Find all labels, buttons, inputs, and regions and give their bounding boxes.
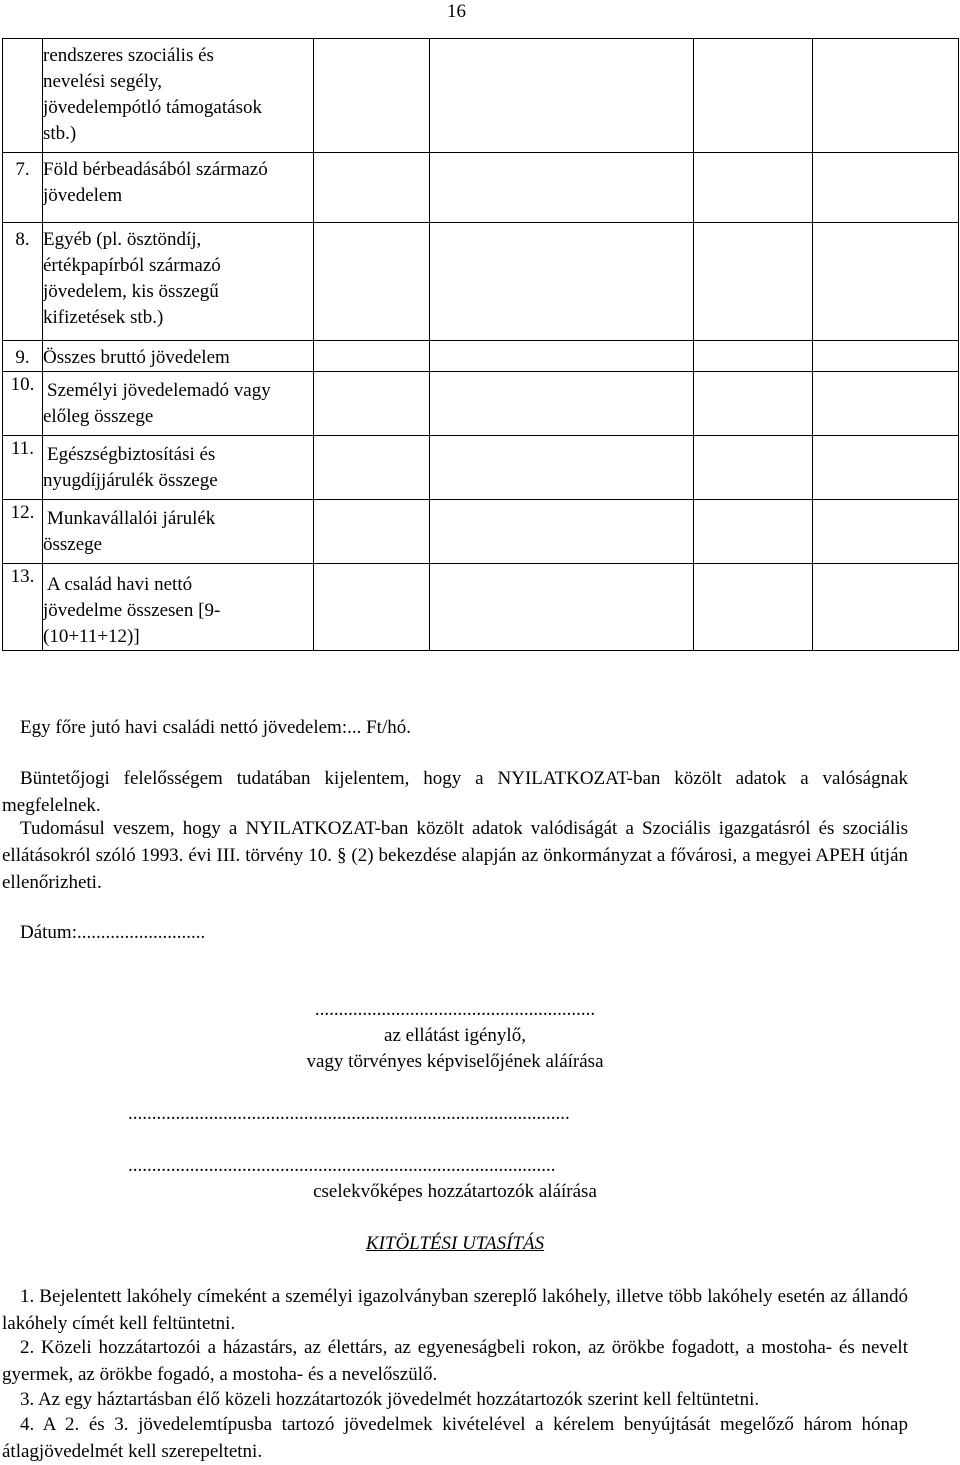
row-label	[43, 436, 314, 500]
table-row	[3, 223, 959, 341]
amount-cell[interactable]	[430, 500, 694, 564]
amount-cell[interactable]	[694, 436, 813, 500]
instruction-2	[2, 1334, 908, 1388]
relatives-signature-caption: cselekvőképes hozzátartozók aláírása	[313, 1181, 597, 1202]
declaration-paragraph-1	[2, 765, 908, 819]
row-label	[43, 39, 314, 153]
amount-cell[interactable]	[694, 223, 813, 341]
table-row	[3, 153, 959, 223]
declaration-paragraph-2	[2, 815, 908, 896]
amount-cell[interactable]	[314, 341, 430, 372]
row-label	[43, 564, 314, 651]
date-field: Dátum:...........................	[20, 922, 206, 943]
instruction-1-text: 1. Bejelentett lakóhely címeként a személyi igazolványban szereplő lakóhely, illetve több lakóhely esetén az állandó lakóhely címét kell feltüntetni.	[2, 1286, 908, 1334]
row-label-line: összege	[43, 534, 103, 555]
row-number: 8.	[3, 223, 43, 341]
table-row	[3, 39, 959, 153]
relatives-signature-line-2: ..........................................................................................	[128, 1155, 556, 1176]
declaration-2-text: Tudomásul veszem, hogy a NYILATKOZAT-ban közölt adatok valódiságát a Szociális igazgatásról és szociális ellátásokról szóló 1993. évi III. törvény 10. § (2) bekezdése alapján az önkormányzat a fővárosi, a megyei APEH útján ellenőrizheti.	[2, 818, 908, 893]
amount-cell[interactable]	[430, 564, 694, 651]
amount-cell[interactable]	[813, 372, 959, 436]
row-label-line: nyugdíjjárulék összege	[43, 470, 218, 491]
row-label	[43, 153, 314, 223]
amount-cell[interactable]	[694, 372, 813, 436]
income-table	[2, 38, 959, 651]
row-label-line: A család havi nettó	[47, 574, 193, 595]
instruction-2-text: 2. Közeli hozzátartozói a házastárs, az élettárs, az egyeneságbeli rokon, az örökbe fogadott, a mostoha- és nevelt gyermek, az örökbe fogadó, a mostoha- és a nevelőszülő.	[2, 1337, 908, 1385]
amount-cell[interactable]	[694, 564, 813, 651]
row-label	[43, 372, 314, 436]
row-number: 10.	[3, 372, 43, 436]
row-label-line: Föld bérbeadásából származó	[43, 159, 268, 180]
row-label-line: előleg összege	[43, 406, 154, 427]
instruction-1	[2, 1283, 908, 1337]
row-label-line: jövedelme összesen [9-	[43, 600, 221, 621]
row-label-line: rendszeres szociális és	[43, 45, 214, 66]
amount-cell[interactable]	[314, 223, 430, 341]
row-label-line: Egészségbiztosítási és	[47, 444, 216, 465]
amount-cell[interactable]	[430, 436, 694, 500]
row-number: 12.	[3, 500, 43, 564]
row-number	[3, 39, 43, 153]
amount-cell[interactable]	[813, 39, 959, 153]
amount-cell[interactable]	[694, 341, 813, 372]
row-label-line: értékpapírból származó	[43, 255, 221, 276]
row-label-line: kifizetések stb.)	[43, 307, 164, 328]
amount-cell[interactable]	[813, 500, 959, 564]
signature-line: ...........................................................	[314, 999, 596, 1020]
amount-cell[interactable]	[430, 39, 694, 153]
row-label-line: Személyi jövedelemadó vagy	[47, 380, 271, 401]
amount-cell[interactable]	[314, 564, 430, 651]
amount-cell[interactable]	[430, 341, 694, 372]
table-row	[3, 564, 959, 651]
row-number: 11.	[3, 436, 43, 500]
row-label-line: Összes bruttó jövedelem	[43, 347, 230, 368]
instructions-title: KITÖLTÉSI UTASÍTÁS	[365, 1233, 545, 1254]
row-label-line: jövedelem	[43, 185, 123, 206]
row-label	[43, 223, 314, 341]
table-row	[3, 372, 959, 436]
amount-cell[interactable]	[813, 436, 959, 500]
amount-cell[interactable]	[813, 341, 959, 372]
amount-cell[interactable]	[813, 153, 959, 223]
row-label-line: Munkavállalói járulék	[47, 508, 216, 529]
amount-cell[interactable]	[430, 223, 694, 341]
row-number: 7.	[3, 153, 43, 223]
amount-cell[interactable]	[694, 500, 813, 564]
instruction-3-text: 3. Az egy háztartásban élő közeli hozzátartozók jövedelmét hozzátartozók szerint kell feltüntetni.	[20, 1389, 760, 1410]
amount-cell[interactable]	[813, 223, 959, 341]
row-number: 9.	[3, 341, 43, 372]
row-label-line: (10+11+12)]	[43, 626, 140, 647]
amount-cell[interactable]	[314, 153, 430, 223]
page-number: 16	[447, 1, 466, 22]
amount-cell[interactable]	[314, 436, 430, 500]
row-label-line: stb.)	[43, 123, 77, 144]
row-label-line: nevelési segély,	[43, 71, 163, 92]
row-label	[43, 500, 314, 564]
amount-cell[interactable]	[694, 153, 813, 223]
row-label-line: Egyéb (pl. ösztöndíj,	[43, 229, 202, 250]
amount-cell[interactable]	[314, 39, 430, 153]
instruction-4	[2, 1411, 908, 1465]
relatives-signature-line-1: .............................................................................................	[128, 1103, 570, 1124]
table-row	[3, 436, 959, 500]
row-label-line: jövedelempótló támogatások	[43, 97, 262, 118]
table-row	[3, 341, 959, 372]
instruction-3	[2, 1386, 908, 1413]
amount-cell[interactable]	[430, 153, 694, 223]
signature-caption-line-2: vagy törvényes képviselőjének aláírása	[306, 1051, 604, 1072]
per-capita-income: Egy főre jutó havi családi nettó jövedelem:... Ft/hó.	[20, 717, 411, 738]
amount-cell[interactable]	[813, 564, 959, 651]
declaration-1-text: Büntetőjogi felelősségem tudatában kijelentem, hogy a NYILATKOZAT-ban közölt adatok a valóságnak megfelelnek.	[2, 768, 908, 816]
amount-cell[interactable]	[694, 39, 813, 153]
amount-cell[interactable]	[314, 372, 430, 436]
row-number: 13.	[3, 564, 43, 651]
amount-cell[interactable]	[314, 500, 430, 564]
signature-caption-line-1: az ellátást igénylő,	[384, 1025, 526, 1046]
amount-cell[interactable]	[430, 372, 694, 436]
row-label-line: jövedelem, kis összegű	[43, 281, 219, 302]
table-row	[3, 500, 959, 564]
instruction-4-text: 4. A 2. és 3. jövedelemtípusba tartozó jövedelmek kivételével a kérelem benyújtását megelőző három hónap átlagjövedelmét kell szerepeltetni.	[2, 1414, 908, 1462]
row-label	[43, 341, 314, 372]
